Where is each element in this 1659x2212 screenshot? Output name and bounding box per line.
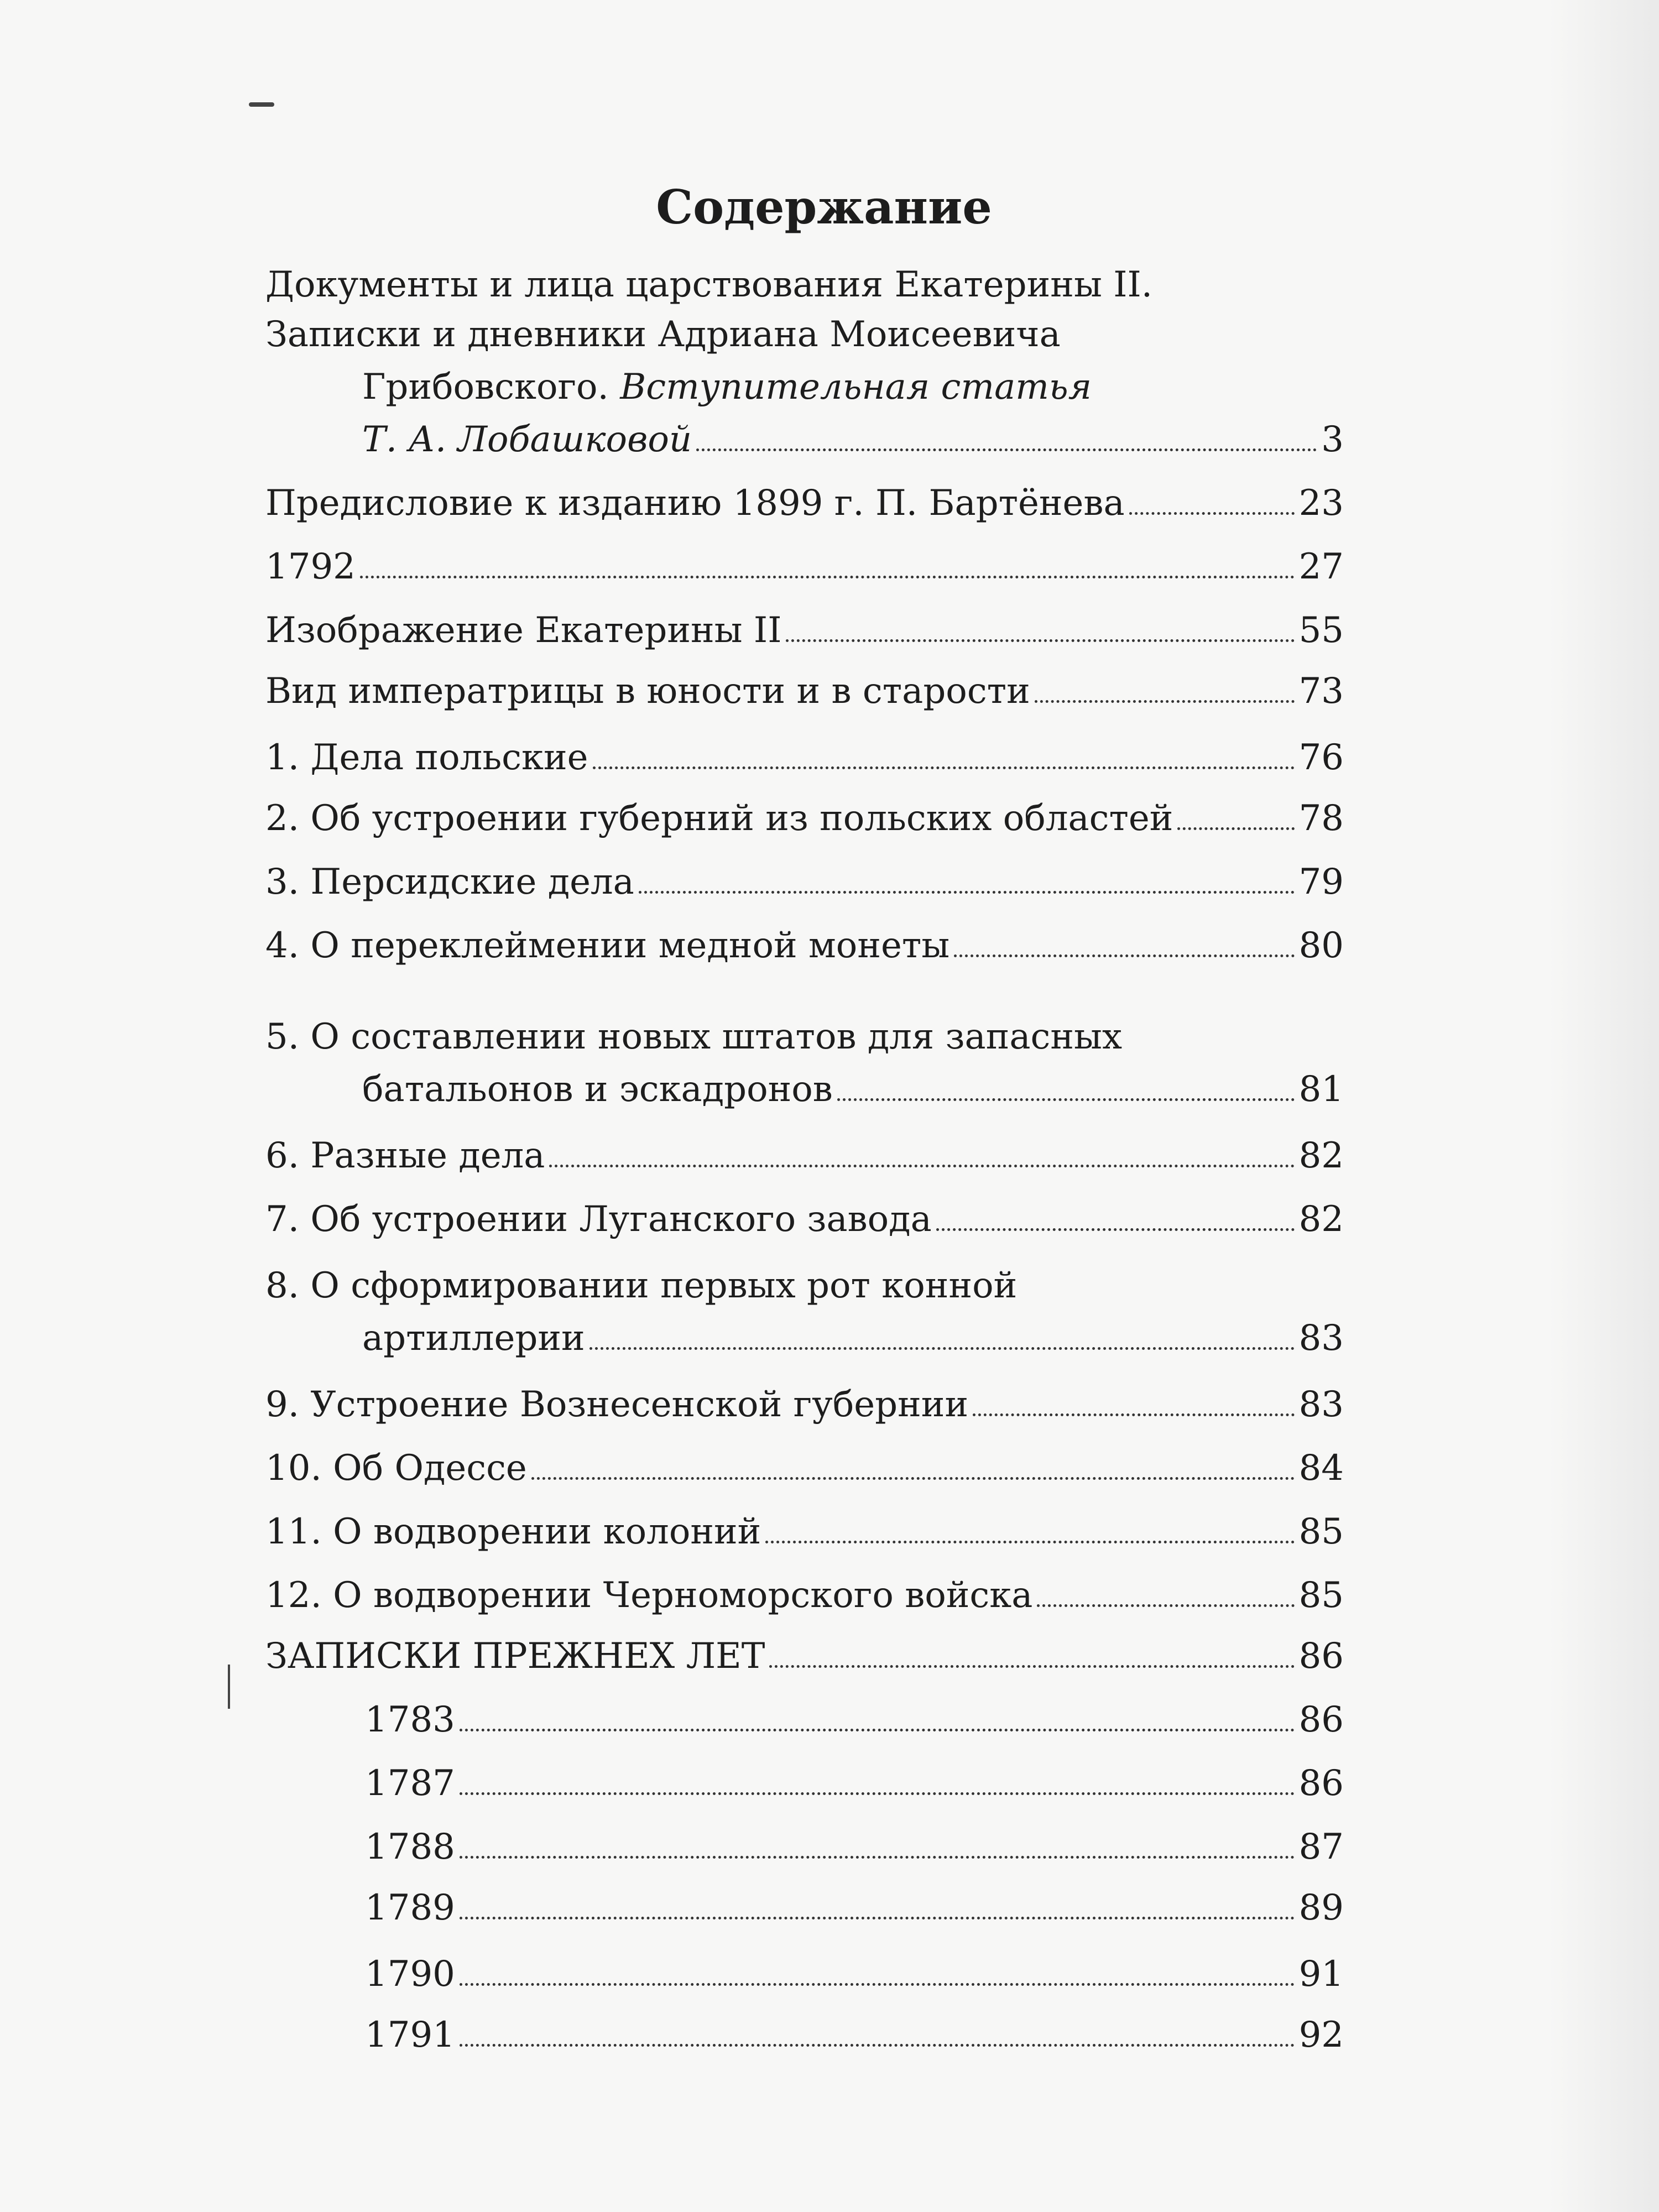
toc-entry-title: 1783: [365, 1699, 455, 1740]
toc-intro-line-3: [362, 359, 1344, 415]
toc-entry-title: артиллерии: [362, 1318, 585, 1359]
toc-entry-title: ЗАПИСКИ ПРЕЖНЕХ ЛЕТ: [265, 1636, 765, 1677]
toc-entry[interactable]: [265, 1947, 1344, 2002]
toc-entry-intro[interactable]: [265, 412, 1344, 467]
dot-leader: [765, 1541, 1294, 1543]
toc-entry[interactable]: [265, 539, 1344, 594]
toc-entry[interactable]: [265, 854, 1344, 910]
toc-page-number: 85: [1298, 1511, 1344, 1552]
toc-page-number: 86: [1298, 1636, 1344, 1677]
toc-entry[interactable]: [265, 603, 1344, 658]
dot-leader: [1037, 1604, 1294, 1607]
toc-page-number: 76: [1298, 737, 1344, 778]
toc-entry[interactable]: [265, 1629, 1344, 1684]
dot-leader: [460, 1856, 1295, 1859]
dot-leader: [460, 1983, 1295, 1986]
dot-leader: [549, 1165, 1294, 1167]
dot-leader: [360, 576, 1295, 578]
dot-leader: [954, 954, 1294, 957]
toc-entry[interactable]: [265, 1819, 1344, 1875]
page-edge-shadow: [1548, 0, 1659, 2212]
dot-leader: [639, 891, 1295, 894]
toc-entry-item5[interactable]: [265, 1062, 1344, 1117]
toc-page-number: 81: [1298, 1069, 1344, 1110]
toc-intro-line-2: Записки и дневники Адриана Моисеевича: [265, 314, 1061, 355]
toc-page-number: 92: [1298, 2015, 1344, 2056]
dot-leader: [786, 639, 1294, 642]
toc-page-number: 82: [1298, 1135, 1344, 1176]
dot-leader: [936, 1228, 1295, 1231]
toc-page-number: 89: [1298, 1887, 1344, 1928]
toc-entry[interactable]: [265, 664, 1344, 719]
toc-entry-title: Предисловие к изданию 1899 г. П. Бартёнева: [265, 483, 1125, 524]
toc-page-number: 79: [1298, 862, 1344, 902]
dot-leader: [1129, 512, 1295, 515]
toc-page-number: 73: [1298, 671, 1344, 712]
toc-page-number: 86: [1298, 1699, 1344, 1740]
toc-entry[interactable]: [265, 730, 1344, 785]
toc-page-number: 83: [1298, 1384, 1344, 1425]
toc-page-number: 80: [1298, 925, 1344, 966]
toc-entry-title: 7. Об устроении Луганского завода: [265, 1199, 932, 1240]
toc-entry-title: 10. Об Одессе: [265, 1448, 527, 1489]
dot-leader: [589, 1347, 1295, 1350]
toc-entry-title: 1792: [265, 546, 356, 587]
toc-entry-title: Изображение Екатерины II: [265, 610, 782, 651]
toc-page-number: 23: [1298, 483, 1344, 524]
toc-intro-line-1: Документы и лица царствования Екатерины II.: [265, 264, 1153, 305]
toc-entry-title: 1787: [365, 1763, 455, 1804]
toc-entry[interactable]: [265, 1504, 1344, 1559]
toc-entry[interactable]: [265, 1128, 1344, 1183]
toc-page-number: 82: [1298, 1199, 1344, 1240]
toc-entry-title: Вид императрицы в юности и в старости: [265, 671, 1030, 712]
toc-entry-title: 1788: [365, 1827, 455, 1867]
page-title: Содержание: [656, 180, 992, 234]
toc-entry[interactable]: [265, 1441, 1344, 1496]
toc-entry-title: 12. О водворении Черноморского войска: [265, 1575, 1033, 1616]
toc-entry[interactable]: [265, 791, 1344, 846]
toc-entry[interactable]: [265, 1692, 1344, 1747]
left-margin-tick: [228, 1665, 230, 1709]
dot-leader: [531, 1477, 1295, 1480]
dot-leader: [696, 448, 1317, 451]
toc-entry[interactable]: [265, 918, 1344, 973]
toc-page-number: 3: [1321, 419, 1344, 460]
dot-leader: [1177, 827, 1294, 830]
toc-entry[interactable]: [265, 1192, 1344, 1247]
toc-entry-title: 1. Дела польские: [265, 737, 588, 778]
toc-entry-title: 1790: [365, 1954, 455, 1995]
dot-leader: [837, 1098, 1295, 1101]
toc-page-number: 85: [1298, 1575, 1344, 1616]
dot-leader: [593, 766, 1295, 769]
dot-leader: [460, 2044, 1295, 2047]
toc-entry-title: Т. А. Лобашковой: [362, 419, 692, 460]
toc-entry[interactable]: [265, 1568, 1344, 1623]
toc-entry-title: 1791: [365, 2015, 455, 2056]
toc-intro-author: Грибовского.: [362, 367, 609, 408]
toc-entry-title: батальонов и эскадронов: [362, 1069, 833, 1110]
toc-page-number: 87: [1298, 1827, 1344, 1867]
toc-entry-title: 6. Разные дела: [265, 1135, 545, 1176]
dot-leader: [460, 1917, 1295, 1919]
toc-item8-line-1: 8. О сформировании первых рот конной: [265, 1265, 1018, 1306]
dot-leader: [460, 1792, 1295, 1795]
toc-entry[interactable]: [265, 476, 1344, 531]
dot-leader: [769, 1665, 1294, 1668]
left-margin-speck: [249, 102, 274, 107]
dot-leader: [973, 1413, 1294, 1416]
toc-entry-item8[interactable]: [265, 1311, 1344, 1366]
toc-entry-title: 1789: [365, 1887, 455, 1928]
toc-entry[interactable]: [265, 2007, 1344, 2063]
toc-page-number: 27: [1298, 546, 1344, 587]
toc-page-number: 84: [1298, 1448, 1344, 1489]
toc-page-number: 86: [1298, 1763, 1344, 1804]
toc-entry-title: 11. О водворении колоний: [265, 1511, 761, 1552]
dot-leader: [460, 1729, 1295, 1731]
toc-entry[interactable]: [265, 1880, 1344, 1936]
toc-page-number: 83: [1298, 1318, 1344, 1359]
dot-leader: [1035, 700, 1295, 703]
toc-intro-article-label: Вступительная статья: [620, 367, 1092, 408]
toc-entry-title: 9. Устроение Вознесенской губернии: [265, 1384, 969, 1425]
toc-page-number: 55: [1298, 610, 1344, 651]
toc-entry-title: 3. Персидские дела: [265, 862, 634, 902]
toc-entry[interactable]: [265, 1756, 1344, 1811]
toc-entry[interactable]: [265, 1377, 1344, 1432]
toc-entry-title: 4. О переклеймении медной монеты: [265, 925, 950, 966]
toc-page-number: 91: [1298, 1954, 1344, 1995]
toc-entry-title: 2. Об устроении губерний из польских областей: [265, 798, 1173, 839]
toc-page-number: 78: [1298, 798, 1344, 839]
toc-item5-line-1: 5. О составлении новых штатов для запасных: [265, 1016, 1123, 1057]
